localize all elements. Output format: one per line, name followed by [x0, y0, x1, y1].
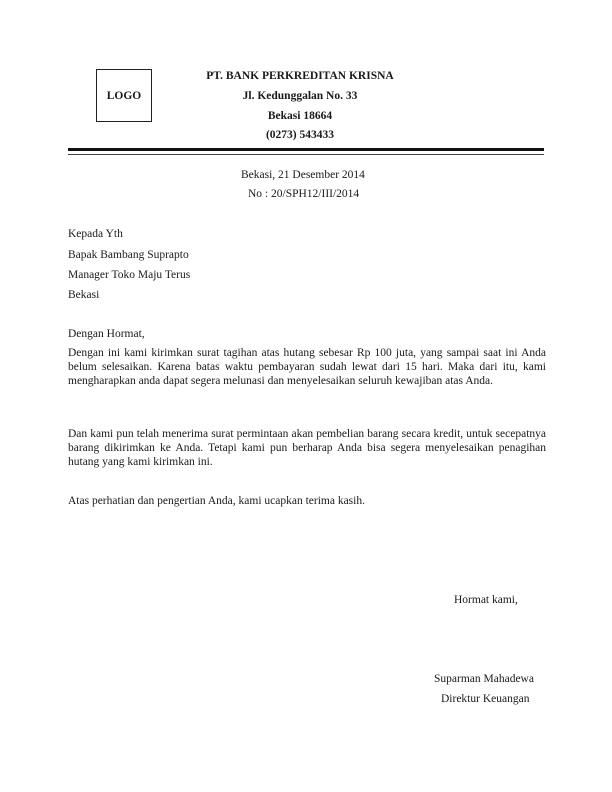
recipient-name: Bapak Bambang Suprapto	[68, 249, 189, 261]
signature-closing: Hormat kami,	[454, 594, 518, 606]
company-city: Bekasi 18664	[267, 110, 333, 122]
logo-box	[96, 69, 152, 122]
signer-name: Suparman Mahadewa	[434, 673, 534, 685]
signer-title: Direktur Keuangan	[441, 693, 530, 705]
greeting: Dengan Hormat,	[68, 328, 145, 340]
body-paragraph-1: Dengan ini kami kirimkan surat tagihan atas hutang sebesar Rp 100 juta, yang sampai saat ini Anda belum selesaikan. Karena batas waktu pembayaran sudah lewat dari 15 hari. Maka dari itu, kami mengharapkan anda dapat segera melunasi dan menyelesaikan seluruh kewajiban atas Anda.	[68, 347, 546, 387]
body-paragraph-2: Dan kami pun telah menerima surat permintaan akan pembelian barang secara kredit, untuk secepatnya barang dikirimkan ke Anda. Tetapi kami pun berharap Anda bisa segera menyelesaikan penagihan hutang yang kami kirimkan ini.	[68, 428, 546, 468]
company-address: Jl. Kedunggalan No. 33	[242, 90, 358, 102]
recipient-city: Bekasi	[68, 289, 100, 301]
logo-label: LOGO	[106, 89, 142, 102]
header-rule-thick	[68, 148, 544, 151]
recipient-position: Manager Toko Maju Terus	[68, 269, 191, 281]
closing-line: Atas perhatian dan pengertian Anda, kami ucapkan terima kasih.	[68, 495, 365, 507]
company-name: PT. BANK PERKREDITAN KRISNA	[206, 70, 394, 82]
header-rule-thin	[68, 154, 544, 155]
letter-number: No : 20/SPH12/III/2014	[248, 188, 360, 200]
company-phone: (0273) 543433	[265, 129, 335, 141]
recipient-to: Kepada Yth	[68, 228, 123, 240]
place-date: Bekasi, 21 Desember 2014	[241, 169, 365, 181]
